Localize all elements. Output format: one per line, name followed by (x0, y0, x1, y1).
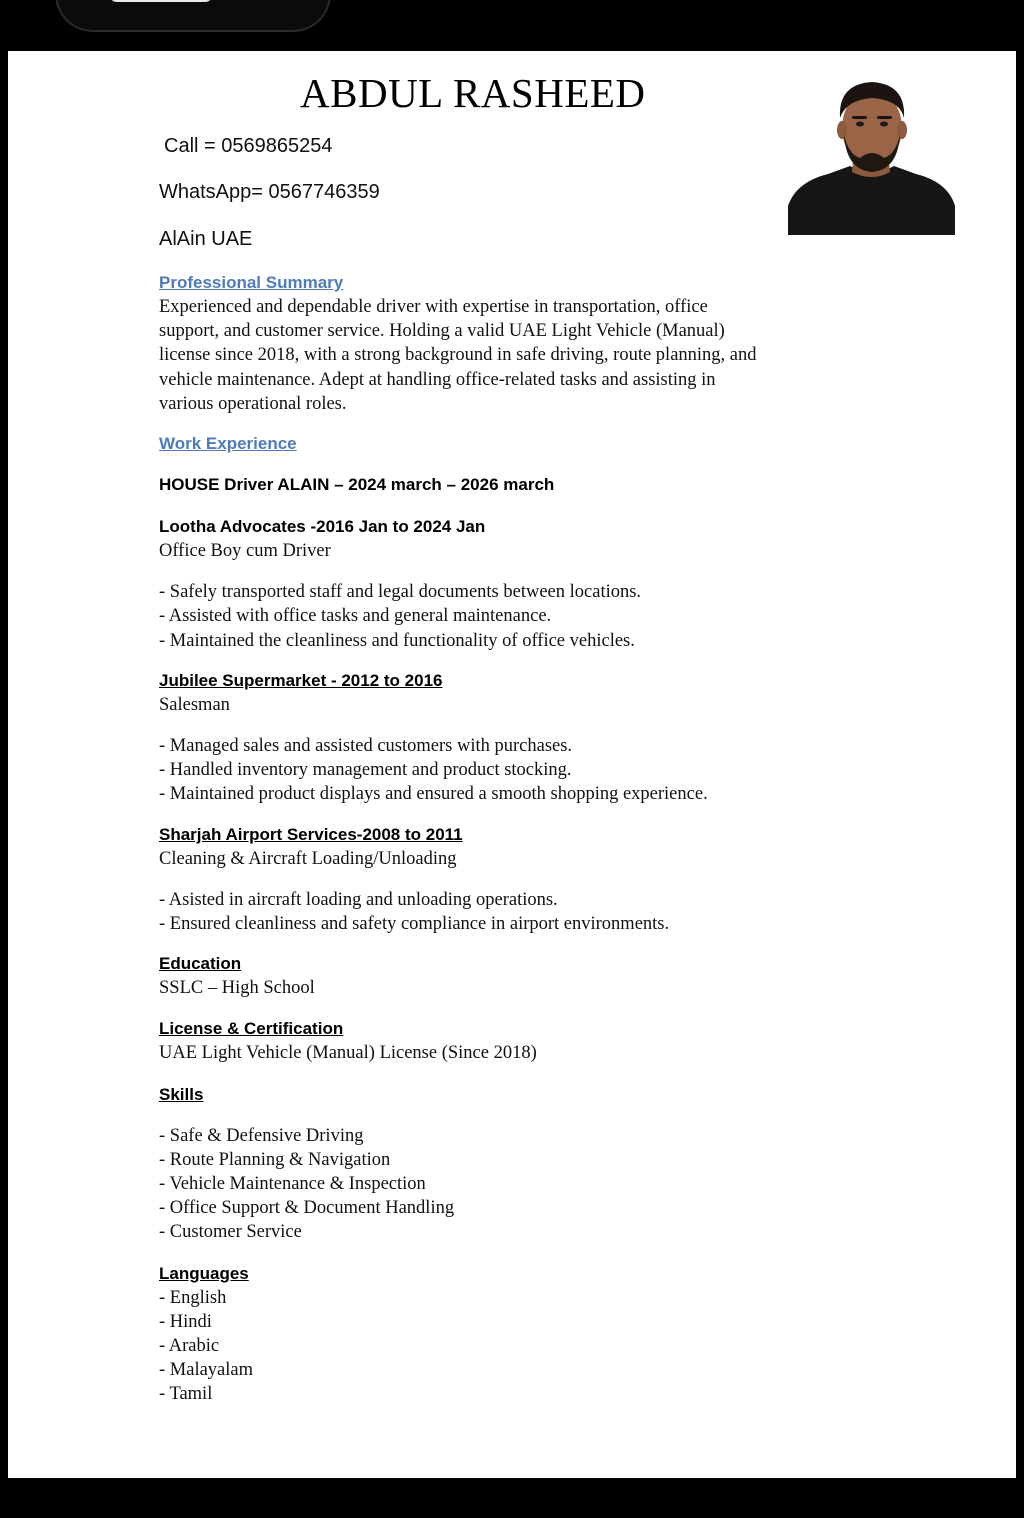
job-sharjah-role: Cleaning & Aircraft Loading/Unloading (159, 848, 457, 869)
summary-heading: Professional Summary (159, 273, 344, 292)
license-value: UAE Light Vehicle (Manual) License (Since 2018) (159, 1043, 537, 1064)
language-item: - Arabic (159, 1336, 220, 1357)
job-house-driver-heading: HOUSE Driver ALAIN – 2024 march – 2026 march (159, 475, 555, 495)
education-heading: Education (159, 954, 242, 974)
license-heading: License & Certification (159, 1019, 344, 1039)
summary-text (159, 295, 879, 416)
resume-body (159, 271, 879, 1407)
job-jubilee-duties (159, 734, 879, 807)
work-experience-heading: Work Experience (159, 434, 297, 454)
duty-item: - Assisted with office tasks and general maintenance. (159, 606, 552, 627)
device-notch (55, 0, 331, 32)
profile-photo (788, 78, 955, 235)
job-jubilee-heading: Jubilee Supermarket - 2012 to 2016 (159, 670, 443, 690)
skill-item: - Office Support & Document Handling (159, 1198, 455, 1219)
location: AlAin UAE (159, 228, 253, 250)
summary-line: support, and customer service. Holding a valid UAE Light Vehicle (Manual) (159, 321, 725, 342)
summary-line: Experienced and dependable driver with expertise in transportation, office (159, 297, 708, 317)
summary-line: various operational roles. (159, 393, 347, 414)
job-lootha-heading: Lootha Advocates -2016 Jan to 2024 Jan (159, 517, 486, 537)
duty-item: - Asisted in aircraft loading and unloading operations. (159, 889, 558, 910)
job-lootha-duties (159, 580, 879, 653)
job-sharjah-heading: Sharjah Airport Services-2008 to 2011 (159, 824, 463, 844)
candidate-name: ABDUL RASHEED (300, 70, 646, 116)
notch-handle (109, 0, 213, 2)
duty-item: - Ensured cleanliness and safety compliance in airport environments. (159, 914, 670, 935)
education-value: SSLC – High School (159, 978, 315, 999)
skill-item: - Customer Service (159, 1222, 302, 1243)
duty-item: - Maintained the cleanliness and functionality of office vehicles. (159, 630, 635, 651)
languages-list (159, 1286, 879, 1407)
languages-heading: Languages (159, 1263, 249, 1283)
job-sharjah-duties (159, 888, 879, 936)
duty-item: - Handled inventory management and product stocking. (159, 760, 572, 781)
person-silhouette-icon (788, 78, 955, 235)
language-item: - English (159, 1287, 227, 1308)
duty-item: - Maintained product displays and ensured a smooth shopping experience. (159, 784, 708, 805)
skills-heading: Skills (159, 1084, 204, 1104)
job-lootha-role: Office Boy cum Driver (159, 541, 331, 562)
whatsapp-number: WhatsApp= 0567746359 (159, 181, 380, 203)
duty-item: - Managed sales and assisted customers with purchases. (159, 736, 573, 757)
summary-line: license since 2018, with a strong background in safe driving, route planning, and (159, 345, 757, 366)
skill-item: - Route Planning & Navigation (159, 1149, 391, 1170)
language-item: - Malayalam (159, 1360, 253, 1381)
skills-list (159, 1124, 879, 1245)
duty-item: - Safely transported staff and legal documents between locations. (159, 582, 642, 603)
skill-item: - Safe & Defensive Driving (159, 1125, 364, 1146)
language-item: - Tamil (159, 1384, 213, 1405)
bottom-frame (0, 1478, 1024, 1518)
skill-item: - Vehicle Maintenance & Inspection (159, 1174, 426, 1195)
job-jubilee-role: Salesman (159, 694, 230, 715)
summary-line: vehicle maintenance. Adept at handling office-related tasks and assisting in (159, 369, 716, 390)
phone-number: Call = 0569865254 (164, 135, 333, 157)
language-item: - Hindi (159, 1311, 212, 1332)
resume-page (8, 51, 1016, 1478)
